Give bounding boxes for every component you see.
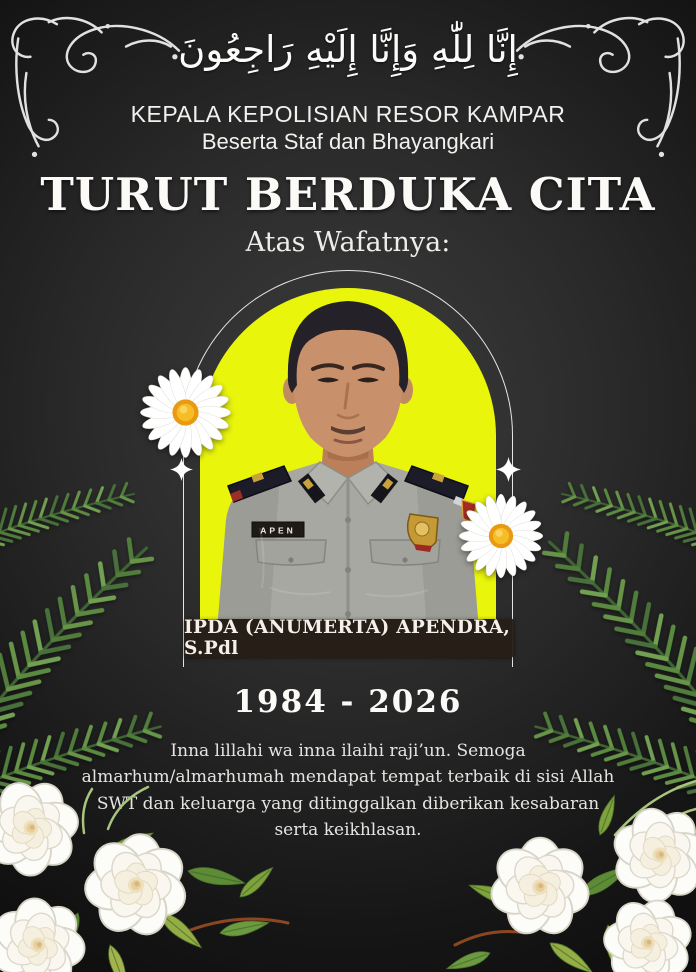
organization-line-1: KEPALA KEPOLISIAN RESOR KAMPAR <box>130 101 566 127</box>
name-plate <box>184 619 514 657</box>
sparkle-star-left-icon <box>170 458 193 481</box>
organization-line-2: Beserta Staf dan Bhayangkari <box>201 129 495 154</box>
poster-title: TURUT BERDUKA CITA <box>40 168 656 221</box>
uniform-name-tag-text: APEN <box>260 525 296 536</box>
condolence-message: Inna lillahi wa inna ilaihi raji’un. Semoga almarhum/almarhumah mendapat tempat terbaik di sisi Allah SWT dan keluarga yang ditinggalkan diberikan kesabaran serta keikhlasan. <box>81 741 615 841</box>
arabic-calligraphy: إِنَّا لِلّٰهِ وَإِنَّا إِلَيْهِ رَاجِعُونَ <box>178 28 518 71</box>
daisy-flower-right-icon <box>456 491 546 581</box>
portrait-illustration <box>200 288 496 619</box>
deceased-years: 1984 - 2026 <box>233 684 463 720</box>
daisy-flower-left-icon <box>137 364 234 461</box>
sparkle-star-right-icon <box>496 457 521 482</box>
deceased-name: IPDA (ANUMERTA) APENDRA, S.Pdl <box>184 617 511 659</box>
poster-subtitle: Atas Wafatnya: <box>245 227 451 258</box>
white-roses-bottom-left <box>0 793 348 972</box>
photo-frame <box>200 288 496 619</box>
white-roses-bottom-right <box>430 775 696 972</box>
